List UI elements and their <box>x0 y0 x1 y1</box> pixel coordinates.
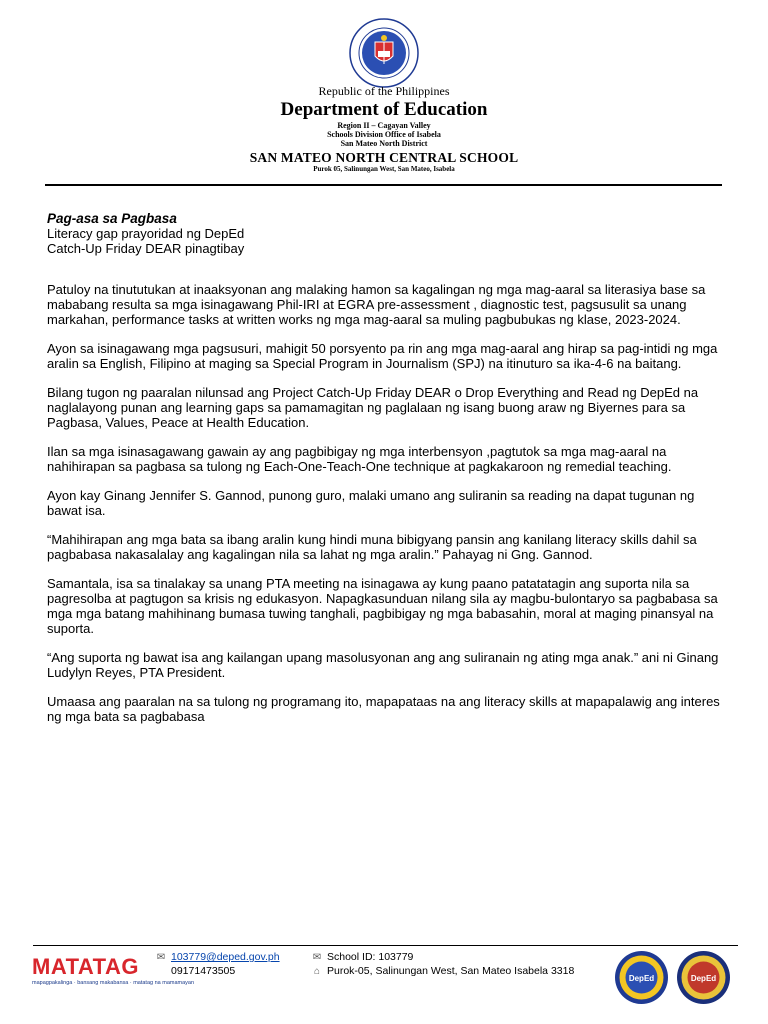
division-seal-icon <box>614 950 669 1005</box>
envelope-icon: ✉ <box>312 952 322 963</box>
contact-email <box>154 950 280 965</box>
district-line: San Mateo North District <box>340 139 428 148</box>
region-line: Region II – Cagayan Valley <box>337 121 431 130</box>
region-block <box>0 121 768 148</box>
paragraph: Ayon kay Ginang Jennifer S. Gannod, punong guro, malaki umano ang suliranin sa reading na dapat tugunan ng bawat isa. <box>47 488 695 518</box>
school-address: Purok 05, Salinungan West, San Mateo, Isabela <box>313 165 455 173</box>
school-id: School ID: 103779 <box>327 951 414 963</box>
school-name: SAN MATEO NORTH CENTRAL SCHOOL <box>249 150 519 165</box>
footer-address: Purok-05, Salinungan West, San Mateo Isabela 3318 <box>327 965 575 977</box>
paragraph: Bilang tugon ng paaralan nilunsad ang Project Catch-Up Friday DEAR o Drop Everything and Read ng DepEd na naglalayong punan ang learning gaps sa pamamagitan ng paglalaan ng isang buong araw ng Biyernes para sa Pagbasa, Values, Peace at Health Education. <box>47 385 699 430</box>
email-link[interactable]: 103779@deped.gov.ph <box>171 951 280 963</box>
footer-divider <box>33 945 738 946</box>
article-title: Pag-asa sa Pagbasa <box>47 211 177 226</box>
contact-address <box>310 964 574 979</box>
article <box>47 211 727 738</box>
badge-1-label: DepEd <box>628 974 655 983</box>
matatag-tagline: mapagpakalinga · bansang makabansa · matatag na mamamayan <box>32 980 195 986</box>
article-subtitle-1: Literacy gap prayoridad ng DepEd <box>47 226 245 241</box>
paragraph: Patuloy na tinututukan at inaaksyonan ang malaking hamon sa kagalingan ng mga mag-aaral sa literasiya base sa mababang resulta sa mga isinagawang Phil-IRI at EGRA pre-assessment , diagnostic test, pagsusulit sa unang markahan, performance tasks at written works ng mga mag-aaral sa muling pagbubukas ng klase, 2023-2024. <box>47 282 706 327</box>
phone-number: 09171473505 <box>171 965 236 977</box>
paragraph: Umaasa ang paaralan na sa tulong ng programang ito, mapapataas na ang literacy skills at mapapalawig ang interes ng mga bata sa pagbabasa <box>47 694 720 724</box>
badge-2-label: DepEd <box>690 974 717 983</box>
header-divider <box>45 184 722 186</box>
department-title: Department of Education <box>280 99 488 120</box>
contact-school-id <box>310 950 413 965</box>
matatag-wordmark: MATATAG <box>32 954 139 979</box>
article-body <box>47 282 727 724</box>
paragraph: “Ang suporta ng bawat isa ang kailangan upang masolusyonan ang ang suliranain ng ating mga anak.” ani ni Ginang Ludylyn Reyes, PTA President. <box>47 650 719 680</box>
paragraph: Samantala, isa sa tinalakay sa unang PTA meeting na isinagawa ay kung paano patatatagin ang suporta nila sa pagresolba at pagtugon sa krisis ng edukasyon. Napagkasunduan nilang sila ay magbu-bulontaryo sa pagbabasa sa mga mga batang mahihinang bumasa tuwing tanghali, pagbibigay ng mga babasahin, moral at maging pinansyal na suporta. <box>47 576 718 636</box>
envelope-icon: ✉ <box>156 952 166 963</box>
paragraph: Ayon sa isinagawang mga pagsusuri, mahigit 50 porsyento pa rin ang mga mag-aaral ang hirap sa pag-intidi ng mga aralin sa English, Filipino at maging sa Special Program in Journalism (SPJ) na itinuturo sa ika-4-6 na baitang. <box>47 341 718 371</box>
paragraph: “Mahihirapan ang mga bata sa ibang aralin kung hindi muna bibigyang pansin ang kanilang literacy skills dahil sa pagbabasa nakasalalay ang kagalingan nila sa lahat ng mga aralin.” Pahayag ni Gng. Gannod. <box>47 532 697 562</box>
article-subtitle-2: Catch-Up Friday DEAR pinagtibay <box>47 241 245 256</box>
division-line: Schools Division Office of Isabela <box>327 130 441 139</box>
republic-line: Republic of the Philippines <box>318 84 450 98</box>
home-icon: ⌂ <box>313 966 321 977</box>
matatag-logo <box>32 954 195 995</box>
contact-phone <box>154 964 235 978</box>
school-seal-icon <box>676 950 731 1005</box>
paragraph: Ilan sa mga isinasagawang gawain ay ang pagbibigay ng mga interbensyon ,pagtutok sa mga mag-aaral na nahihirapan sa pagbasa sa tulong ng Each-One-Teach-One technique at pagkakaroon ng remedial teaching. <box>47 444 672 474</box>
deped-seal-icon <box>349 18 419 88</box>
